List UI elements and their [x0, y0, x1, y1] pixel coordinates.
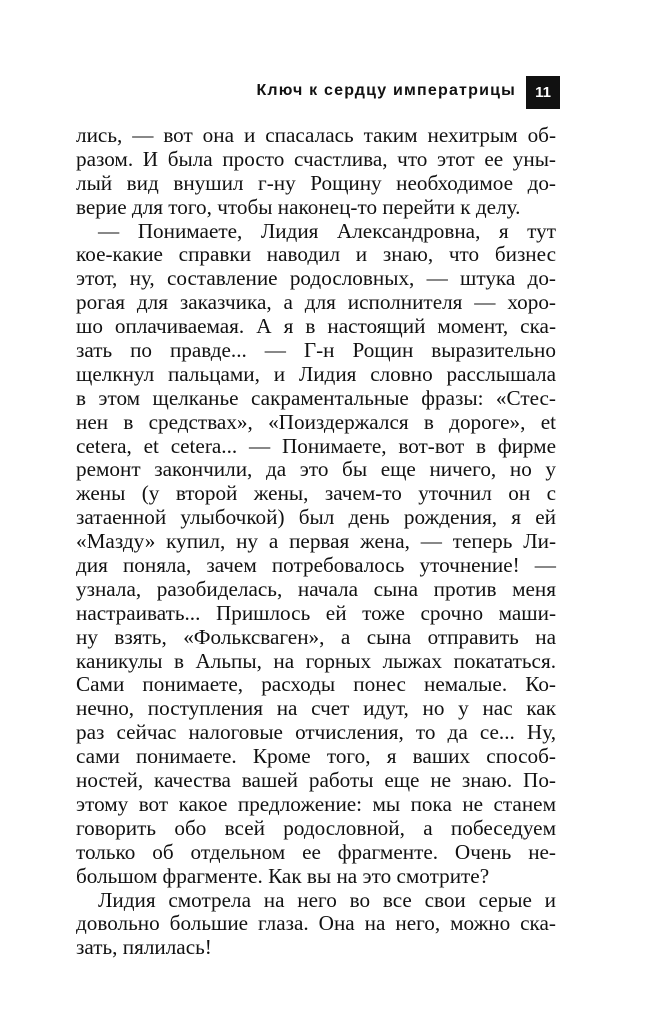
text-line: лый вид внушил г-ну Рощину необходимое до-: [76, 170, 556, 195]
text-line: довольно большие глаза. Она на него, можно ска-: [76, 911, 556, 936]
text-line: раз сейчас налоговые отчисления, то да се... Ну,: [76, 720, 556, 745]
text-line: дия поняла, зачем потребовалось уточнение! —: [76, 553, 556, 578]
text-line: узнала, разобиделась, начала сына против меня: [76, 576, 556, 601]
text-line: cetera, et cetera... — Понимаете, вот-вот в фирме: [76, 433, 556, 458]
text-line: настраивать... Пришлось ей тоже срочно маши-: [76, 600, 556, 625]
text-line: этому вот какое предложение: мы пока не станем: [76, 791, 556, 816]
text-line: Лидия смотрела на него во все свои серые и: [98, 887, 556, 912]
text-line: ну взять, «Фольксваген», а сына отправить на: [76, 624, 556, 649]
text-line: лись, — вот она и спасалась таким нехитрым об-: [76, 123, 556, 147]
text-line: — Понимаете, Лидия Александровна, я тут: [98, 218, 556, 243]
text-line: «Мазду» купил, ну а первая жена, — теперь Ли-: [76, 529, 556, 554]
running-title: Ключ к сердцу императрицы: [256, 82, 516, 99]
text-line: шо оплачиваемая. А я в настоящий момент, ска-: [76, 314, 556, 339]
text-line: щелкнул пальцами, и Лидия словно расслышала: [76, 361, 556, 386]
text-line: нен в средствах», «Поиздержался в дороге», et: [76, 409, 556, 434]
text-line: зать по правде... — Г-н Рощин выразительно: [76, 338, 556, 363]
text-line: большом фрагменте. Как вы на это смотрите?: [76, 863, 490, 888]
text-line: в этом щелканье сакраментальные фразы: «Стес-: [76, 385, 556, 410]
body-text: [76, 124, 556, 960]
text-line: кое-какие справки наводил и знаю, что бизнес: [76, 242, 556, 267]
text-line: этот, ну, составление родословных, — штука до-: [76, 266, 556, 291]
text-line: затаенной улыбочкой) был день рождения, я ей: [76, 505, 556, 530]
text-line: нечно, поступления на счет идут, но у нас как: [76, 696, 556, 721]
text-line: сами понимаете. Кроме того, я ваших способ-: [76, 744, 556, 769]
text-line: верие для того, чтобы наконец-то перейти к делу.: [76, 194, 521, 219]
text-line: только об отдельном ее фрагменте. Очень не-: [76, 839, 556, 864]
text-line: говорить обо всей родословной, а побеседуем: [76, 815, 556, 840]
text-line: Сами понимаете, расходы понес немалые. Ко-: [76, 672, 556, 697]
text-line: рогая для заказчика, а для исполнителя — хоро-: [76, 290, 556, 315]
text-line: ностей, качества вашей работы еще не знаю. По-: [76, 768, 556, 793]
text-line: зать, пялилась!: [76, 935, 212, 960]
page-number: 11: [526, 76, 560, 109]
text-line: ремонт закончили, да это бы еще ничего, но у: [76, 457, 556, 482]
text-line: жены (у второй жены, зачем-то уточнил он с: [76, 481, 556, 506]
text-line: разом. И была просто счастлива, что этот ее уны-: [76, 146, 556, 171]
running-head: [60, 76, 560, 112]
text-line: каникулы в Альпы, на горных лыжах покататься.: [76, 648, 556, 673]
